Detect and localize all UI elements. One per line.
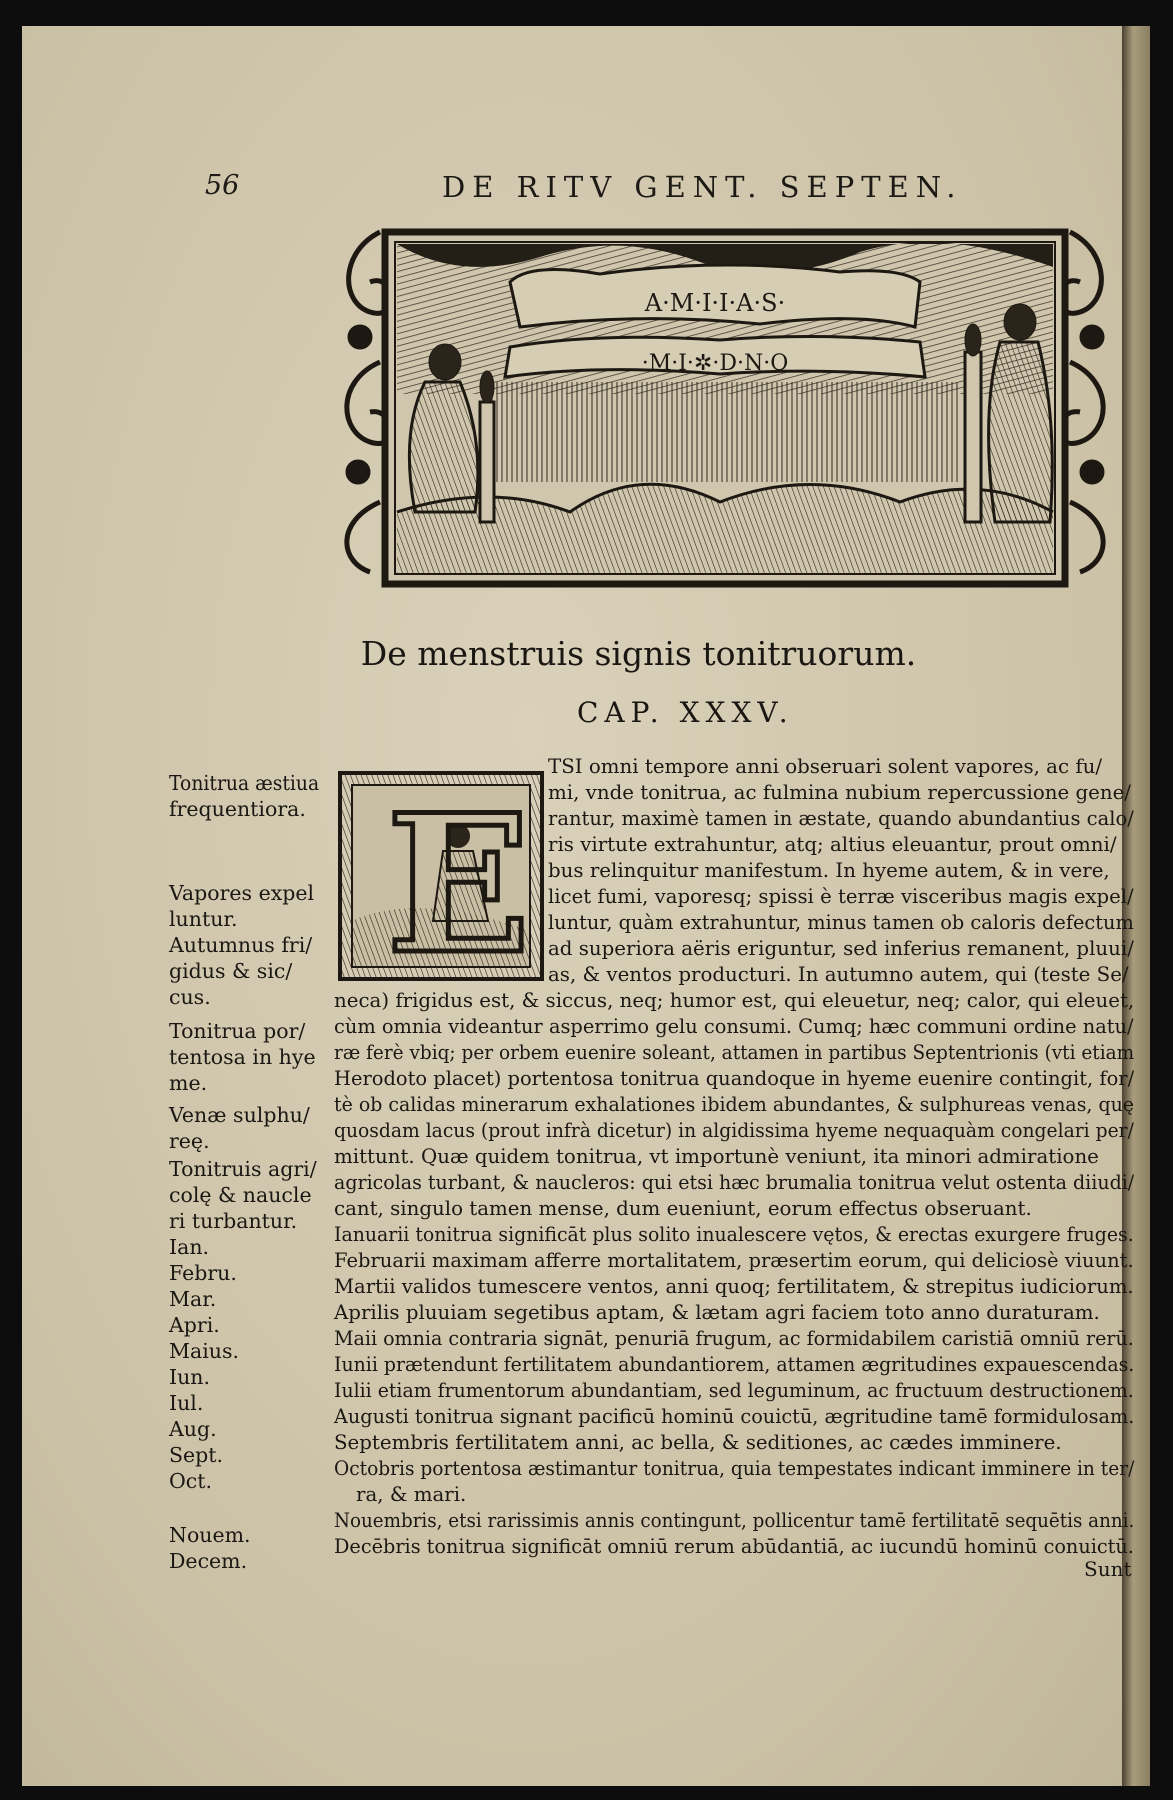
- margin-note: Tonitrua æstiua: [169, 771, 320, 795]
- decorated-initial: [338, 771, 544, 981]
- page-number: 56: [205, 170, 240, 201]
- body-line: licet fumi, vaporesq; spissi è terræ visceribus magis expel/: [548, 885, 1134, 908]
- body-line: Ianuarii tonitrua significāt plus solito inualescere vętos, & erectas exurgere fruges.: [334, 1223, 1134, 1246]
- body-line: Iunii prætendunt fertilitatem abundantiorem, attamen ægritudines expauescendas.: [334, 1353, 1135, 1376]
- margin-note: frequentiora.: [169, 797, 306, 821]
- margin-note: Venæ sulphu/: [169, 1103, 310, 1127]
- margin-note: Tonitruis agri/: [169, 1157, 317, 1181]
- body-line: Februarii maximam afferre mortalitatem, præsertim eorum, qui deliciosè viuunt.: [334, 1249, 1134, 1272]
- woodcut-illustration: [340, 212, 1110, 604]
- body-line: neca) frigidus est, & siccus, neq; humor est, qui eleuetur, neq; calor, qui eleuet,: [334, 989, 1135, 1012]
- chapter-title: De menstruis signis tonitruorum.: [360, 634, 917, 673]
- margin-note: Sept.: [169, 1443, 224, 1467]
- body-line: mi, vnde tonitrua, ac fulmina nubium repercussione gene/: [548, 781, 1131, 804]
- body-line: as, & ventos producturi. In autumno autem, qui (teste Se/: [548, 963, 1129, 986]
- margin-note: Vapores expel: [169, 881, 315, 905]
- body-line: cant, singulo tamen mense, dum eueniunt, eorum effectus obseruant.: [334, 1197, 1032, 1220]
- body-line: Augusti tonitrua signant pacificū hominū couictū, ægritudine tamē formidulosam.: [334, 1405, 1135, 1428]
- margin-note: cus.: [169, 985, 211, 1009]
- margin-note: Nouem.: [169, 1523, 251, 1547]
- body-line: agricolas turbant, & naucleros: qui etsi hæc brumalia tonitrua velut ostenta diiudi/: [334, 1171, 1135, 1194]
- banner-lower-text: ·M·I·✲·D·N·O: [641, 351, 789, 376]
- chapter-number: CAP. XXXV.: [577, 696, 794, 729]
- margin-note: colę & naucle: [169, 1183, 312, 1207]
- body-line: bus relinquitur manifestum. In hyeme autem, & in vere,: [548, 859, 1110, 882]
- margin-note: ri turbantur.: [169, 1209, 298, 1233]
- body-line: Aprilis pluuiam segetibus aptam, & lætam agri faciem toto anno duraturam.: [334, 1301, 1100, 1324]
- body-line: Septembris fertilitatem anni, ac bella, & seditiones, ac cædes imminere.: [334, 1431, 1062, 1454]
- bleed-through-left: [270, 278, 284, 350]
- body-line: Octobris portentosa æstimantur tonitrua, quia tempestates indicant imminere in ter/: [334, 1457, 1135, 1480]
- margin-note: Aug.: [169, 1417, 217, 1441]
- margin-note: Tonitrua por/: [169, 1019, 306, 1043]
- body-line: Maii omnia contraria signāt, penuriā frugum, ac formidabilem caristiā omniū rerū.: [334, 1327, 1134, 1350]
- margin-note: luntur.: [169, 907, 238, 931]
- body-line: mittunt. Quæ quidem tonitrua, vt importunè veniunt, ita minori admiratione: [334, 1145, 1099, 1168]
- margin-note: Autumnus fri/: [169, 933, 313, 957]
- margin-note: Ian.: [169, 1235, 210, 1259]
- margin-note: gidus & sic/: [169, 959, 293, 983]
- body-line: tè ob calidas minerarum exhalationes ibidem abundantes, & sulphureas venas, quę: [334, 1093, 1134, 1116]
- body-line: Martii validos tumescere ventos, anni quoq; fertilitatem, & strepitus iudiciorum.: [334, 1275, 1134, 1298]
- body-line: Nouembris, etsi rarissimis annis contingunt, pollicentur tamē fertilitatē sequētis anni.: [334, 1509, 1135, 1532]
- margin-note: Iul.: [169, 1391, 204, 1415]
- margin-note: tentosa in hye: [169, 1045, 316, 1069]
- body-line: quosdam lacus (prout infrà dicetur) in algidissima hyeme nequaquàm congelari per/: [334, 1119, 1134, 1142]
- body-line: cùm omnia videantur asperrimo gelu consumi. Cumq; hæc communi ordine natu/: [334, 1015, 1134, 1038]
- margin-note: Iun.: [169, 1365, 211, 1389]
- book-page: [22, 26, 1150, 1786]
- margin-note: me.: [169, 1071, 208, 1095]
- banner-upper-text: A·M·I·I·A·S·: [644, 289, 786, 317]
- body-line: TSI omni tempore anni obseruari solent vapores, ac fu/: [548, 755, 1103, 778]
- margin-note: reę.: [169, 1129, 210, 1153]
- body-line: ris virtute extrahuntur, atq; altius eleuantur, prout omni/: [548, 833, 1117, 856]
- running-head: DE RITV GENT. SEPTEN.: [442, 170, 963, 204]
- margin-note: Mar.: [169, 1287, 217, 1311]
- margin-note: Apri.: [169, 1313, 220, 1337]
- margin-note: Maius.: [169, 1339, 240, 1363]
- margin-note: Febru.: [169, 1261, 237, 1285]
- margin-note: Decem.: [169, 1549, 248, 1573]
- body-line: ra, & mari.: [356, 1483, 467, 1506]
- body-line: Iulii etiam frumentorum abundantiam, sed leguminum, ac fructuum destructionem.: [334, 1379, 1134, 1402]
- catchword: Sunt: [1084, 1557, 1132, 1581]
- body-line: Decēbris tonitrua significāt omniū rerum abūdantiā, ac iucundū hominū conuictū.: [334, 1535, 1134, 1558]
- initial-letter: E: [386, 773, 531, 981]
- margin-note: Oct.: [169, 1469, 213, 1493]
- body-line: luntur, quàm extrahuntur, minus tamen ob caloris defectum: [548, 911, 1134, 934]
- body-line: ad superiora aëris eriguntur, sed inferius remanent, pluui/: [548, 937, 1134, 960]
- body-line: ræ ferè vbiq; per orbem euenire soleant, attamen in partibus Septentrionis (vti etiam: [334, 1041, 1135, 1064]
- body-line: rantur, maximè tamen in æstate, quando abundantius calo/: [548, 807, 1134, 830]
- body-line: Herodoto placet) portentosa tonitrua quandoque in hyeme euenire contingit, for/: [334, 1067, 1135, 1090]
